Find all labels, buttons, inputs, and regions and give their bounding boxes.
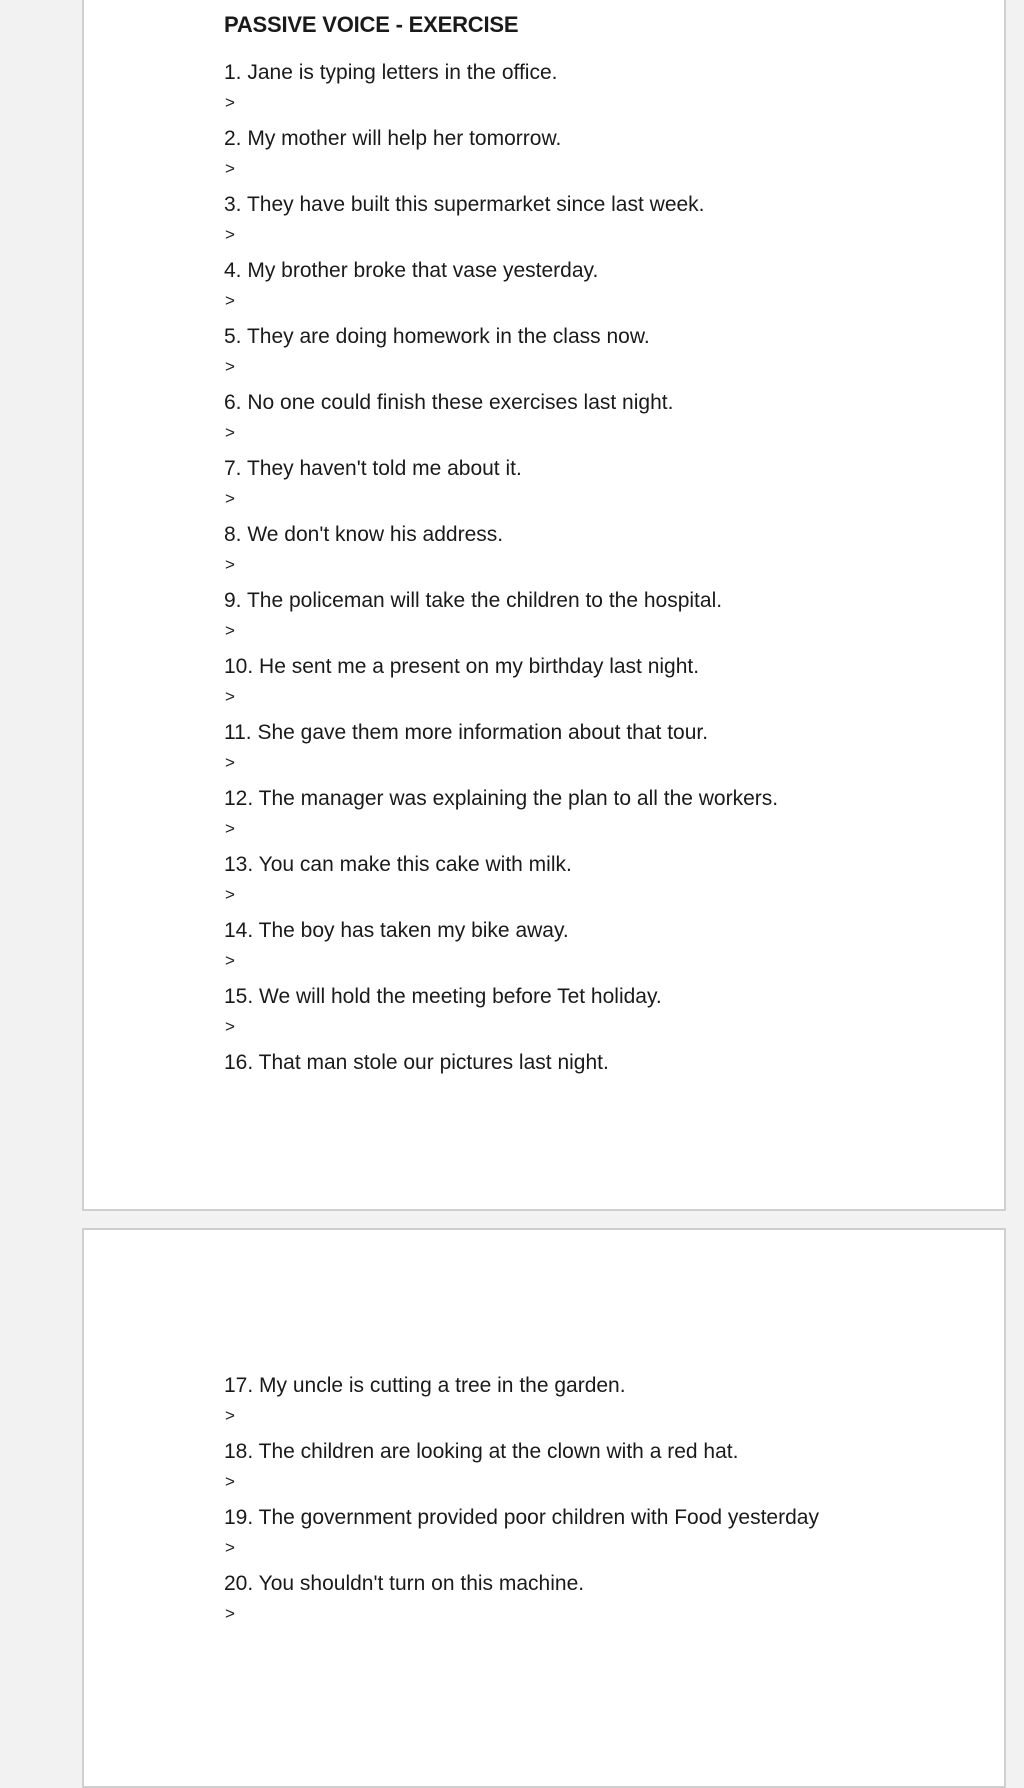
answer-marker: >: [225, 621, 235, 640]
exercise-sentence: 1. Jane is typing letters in the office.: [224, 61, 558, 84]
exercise-sentence: 5. They are doing homework in the class now.: [224, 325, 650, 348]
exercise-sentence: 15. We will hold the meeting before Tet holiday.: [224, 985, 662, 1008]
answer-marker: >: [225, 819, 235, 838]
exercise-sentence: 12. The manager was explaining the plan to all the workers.: [224, 787, 779, 810]
exercise-sentence: 8. We don't know his address.: [224, 523, 504, 546]
exercise-sentence: 16. That man stole our pictures last night.: [224, 1051, 609, 1074]
exercise-sentence: 6. No one could finish these exercises last night.: [224, 391, 674, 414]
exercise-sentence: 13. You can make this cake with milk.: [224, 853, 572, 876]
answer-marker: >: [225, 885, 235, 904]
answer-marker: >: [225, 555, 235, 574]
answer-marker: >: [225, 687, 235, 706]
document-page-1: [82, 0, 1006, 1211]
answer-marker: >: [225, 1472, 235, 1491]
answer-marker: >: [225, 291, 235, 310]
exercise-sentence: 19. The government provided poor children with Food yesterday: [224, 1506, 819, 1529]
answer-marker: >: [225, 489, 235, 508]
answer-marker: >: [225, 1538, 235, 1557]
exercise-sentence: 17. My uncle is cutting a tree in the garden.: [224, 1374, 626, 1397]
answer-marker: >: [225, 753, 235, 772]
document-page-2: [82, 1228, 1006, 1788]
answer-marker: >: [225, 1406, 235, 1425]
exercise-sentence: 4. My brother broke that vase yesterday.: [224, 259, 599, 282]
exercise-sentence: 3. They have built this supermarket since last week.: [224, 193, 705, 216]
answer-marker: >: [225, 1604, 235, 1623]
answer-marker: >: [225, 951, 235, 970]
answer-marker: >: [225, 1017, 235, 1036]
exercise-sentence: 7. They haven't told me about it.: [224, 457, 522, 480]
answer-marker: >: [225, 93, 235, 112]
exercise-sentence: 20. You shouldn't turn on this machine.: [224, 1572, 585, 1595]
answer-marker: >: [225, 357, 235, 376]
exercise-sentence: 2. My mother will help her tomorrow.: [224, 127, 562, 150]
answer-marker: >: [225, 159, 235, 178]
exercise-sentence: 10. He sent me a present on my birthday last night.: [224, 655, 700, 678]
exercise-sentence: 11. She gave them more information about that tour.: [224, 721, 709, 744]
exercise-sentence: 9. The policeman will take the children to the hospital.: [224, 589, 723, 612]
exercise-sentence: 18. The children are looking at the clown with a red hat.: [224, 1440, 739, 1463]
page-title: PASSIVE VOICE - EXERCISE: [224, 12, 519, 37]
answer-marker: >: [225, 423, 235, 442]
answer-marker: >: [225, 225, 235, 244]
exercise-sentence: 14. The boy has taken my bike away.: [224, 919, 569, 942]
